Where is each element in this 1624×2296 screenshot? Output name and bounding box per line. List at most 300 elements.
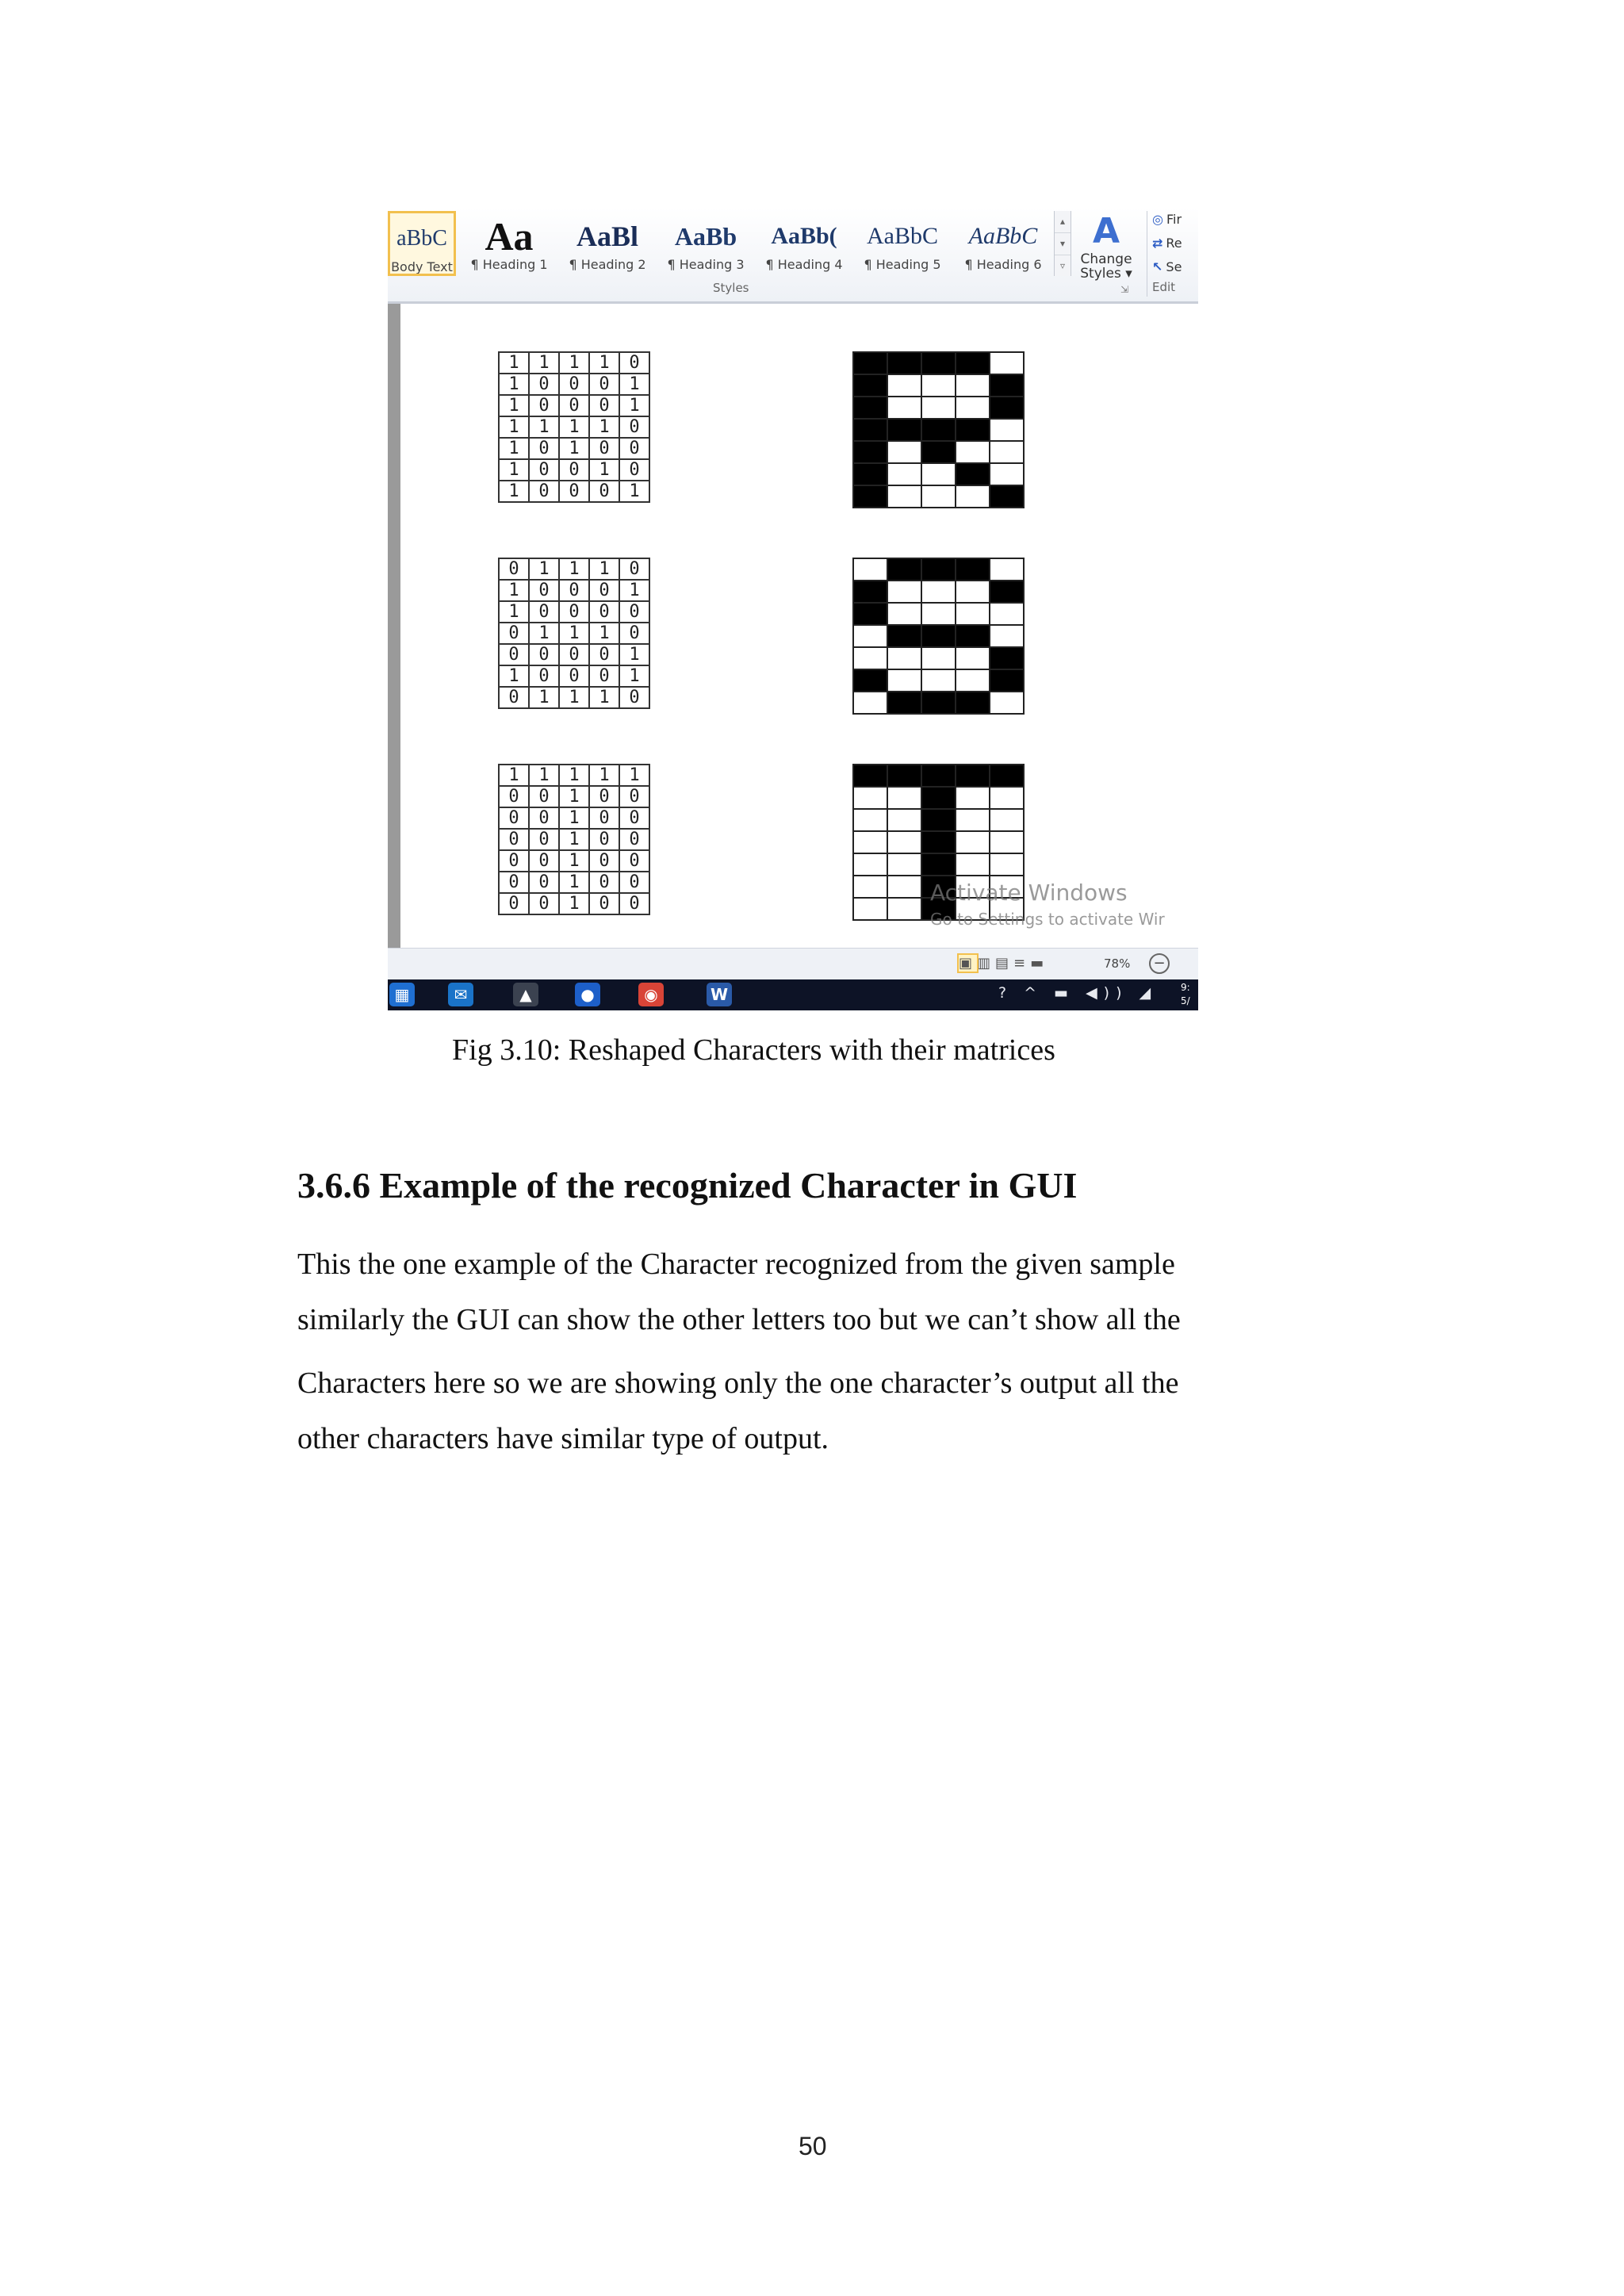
bitmap-cell-empty <box>921 463 956 485</box>
view-buttons <box>959 955 1048 972</box>
editing-group <box>1152 208 1198 301</box>
bitmap-cell-empty <box>887 397 921 419</box>
style-heading-6[interactable] <box>954 211 1052 276</box>
gallery-more-icon[interactable]: ▿ <box>1059 260 1066 271</box>
matrix-cell: 0 <box>619 438 649 459</box>
style-sample: AaBb <box>674 222 737 251</box>
bitmap-row <box>853 485 1024 508</box>
matrix-row <box>499 872 649 893</box>
style-name: ¶ Heading 3 <box>667 257 745 272</box>
matrix-cell: 0 <box>499 807 529 829</box>
bitmap-cell-filled <box>887 692 921 714</box>
document-canvas[interactable] <box>388 304 1198 948</box>
bitmap-cell-filled <box>990 374 1024 397</box>
style-heading-1[interactable] <box>462 211 556 276</box>
bitmap-cell-empty <box>921 603 956 625</box>
matrix-cell: 1 <box>589 623 619 644</box>
bitmap-cell-empty <box>853 853 887 876</box>
bitmap-row <box>853 419 1024 441</box>
activate-windows-hint: Go to Settings to activate Wir <box>930 910 1165 929</box>
matrix-cell: 1 <box>559 786 589 807</box>
matrix-cell: 0 <box>529 644 559 665</box>
windows-taskbar <box>388 979 1198 1010</box>
matrix-cell: 1 <box>589 459 619 481</box>
matrix-cell: 0 <box>529 438 559 459</box>
bitmap-cell-filled <box>887 352 921 374</box>
bitmap-cell-empty <box>921 374 956 397</box>
matrix-cell: 0 <box>619 558 649 580</box>
matrix-cell: 0 <box>589 580 619 601</box>
matrix-row <box>499 786 649 807</box>
bitmap-cell-filled <box>921 853 956 876</box>
bitmap-cell-filled <box>853 485 887 508</box>
matrix-cell: 0 <box>619 786 649 807</box>
matrix-row <box>499 687 649 708</box>
matrix-cell: 0 <box>529 872 559 893</box>
bitmap-cell-empty <box>990 831 1024 853</box>
draft-icon[interactable]: ▬ <box>1030 955 1049 972</box>
style-name: ¶ Heading 6 <box>964 257 1042 272</box>
matrix-cell: 1 <box>499 580 529 601</box>
matrix-cell: 1 <box>559 687 589 708</box>
matrix-cell: 0 <box>589 786 619 807</box>
matrix-cell: 0 <box>529 807 559 829</box>
bitmap-row <box>853 669 1024 692</box>
bitmap-cell-empty <box>887 809 921 831</box>
matrix-cell: 0 <box>529 829 559 850</box>
matrix-cell: 1 <box>559 850 589 872</box>
bitmap-cell-filled <box>990 397 1024 419</box>
matrix-cell: 0 <box>619 623 649 644</box>
matrix-cell: 0 <box>619 352 649 374</box>
matrix-cell: 0 <box>499 687 529 708</box>
matrix-table-t <box>498 764 650 915</box>
bitmap-cell-empty <box>853 625 887 647</box>
matrix-row <box>499 481 649 502</box>
style-heading-5[interactable] <box>856 211 949 276</box>
bitmap-cell-empty <box>887 463 921 485</box>
style-heading-3[interactable] <box>659 211 753 276</box>
matrix-cell: 0 <box>529 786 559 807</box>
matrix-cell: 1 <box>619 580 649 601</box>
chrome-icon[interactable]: ◉ <box>638 983 664 1006</box>
change-styles-button[interactable] <box>1074 211 1138 281</box>
bitmap-cell-empty <box>853 558 887 581</box>
matrix-cell: 0 <box>619 893 649 914</box>
bitmap-cell-filled <box>853 463 887 485</box>
select-button[interactable] <box>1152 255 1198 279</box>
matrix-cell: 0 <box>589 601 619 623</box>
matrix-cell: 0 <box>529 850 559 872</box>
bitmap-cell-empty <box>990 853 1024 876</box>
section-heading: 3.6.6 Example of the recognized Character in GUI <box>297 1165 1078 1205</box>
bitmap-cell-filled <box>956 625 990 647</box>
bitmap-cell-filled <box>990 765 1024 787</box>
find-label: Fir <box>1166 212 1182 227</box>
matrix-cell: 1 <box>499 765 529 786</box>
bitmap-cell-filled <box>853 603 887 625</box>
matrix-cell: 0 <box>559 665 589 687</box>
style-name: ¶ Heading 1 <box>470 257 548 272</box>
matrix-cell: 1 <box>559 765 589 786</box>
matrix-cell: 0 <box>589 665 619 687</box>
paragraph-line: other characters have similar type of output. <box>297 1422 829 1455</box>
matrix-cell: 0 <box>589 395 619 416</box>
select-label: Se <box>1166 259 1182 274</box>
bitmap-cell-filled <box>921 765 956 787</box>
bitmap-cell-empty <box>956 581 990 603</box>
bitmap-cell-filled <box>887 765 921 787</box>
matrix-cell: 1 <box>589 558 619 580</box>
matrix-cell: 0 <box>589 893 619 914</box>
matrix-cell: 0 <box>499 786 529 807</box>
zoom-out-button[interactable]: − <box>1149 953 1170 974</box>
matrix-cell: 1 <box>529 623 559 644</box>
bitmap-cell-empty <box>887 441 921 463</box>
bitmap-cell-filled <box>853 669 887 692</box>
bitmap-cell-filled <box>956 419 990 441</box>
scroll-down-icon[interactable]: ▾ <box>1055 233 1071 255</box>
bitmap-cell-filled <box>990 581 1024 603</box>
bitmap-cell-filled <box>853 374 887 397</box>
matrix-cell: 1 <box>619 644 649 665</box>
bitmap-cell-empty <box>887 787 921 809</box>
document-left-margin <box>388 304 400 948</box>
bitmap-grid-r <box>852 351 1025 508</box>
bitmap-cell-filled <box>853 419 887 441</box>
bitmap-cell-empty <box>921 397 956 419</box>
paragraph-line: Characters here so we are showing only the one character’s output all the <box>297 1366 1179 1400</box>
bitmap-cell-empty <box>853 647 887 669</box>
matrix-row <box>499 395 649 416</box>
bitmap-cell-filled <box>956 352 990 374</box>
styles-group-label: Styles <box>713 281 749 295</box>
change-styles-label: Styles ▾ <box>1080 266 1132 282</box>
bitmap-row <box>853 647 1024 669</box>
dialog-launcher-icon[interactable]: ⇲ <box>1120 284 1129 295</box>
bitmap-cell-empty <box>990 787 1024 809</box>
bitmap-cell-empty <box>921 581 956 603</box>
matrix-cell: 0 <box>559 644 589 665</box>
matrix-row <box>499 893 649 914</box>
bitmap-cell-empty <box>990 441 1024 463</box>
clock-time: 9: <box>1181 982 1190 993</box>
zoom-level[interactable]: 78% <box>1104 956 1131 971</box>
matrix-cell: 1 <box>619 481 649 502</box>
replace-label: Re <box>1166 236 1182 251</box>
bitmap-cell-filled <box>921 692 956 714</box>
style-heading-4[interactable] <box>757 211 851 276</box>
bitmap-row <box>853 463 1024 485</box>
matrix-cell: 0 <box>499 893 529 914</box>
matrix-row <box>499 416 649 438</box>
cursor-icon: ↖ <box>1152 259 1163 274</box>
matrix-cell: 0 <box>499 644 529 665</box>
bitmap-row <box>853 352 1024 374</box>
bitmap-cell-empty <box>853 898 887 920</box>
matrix-cell: 1 <box>559 416 589 438</box>
matrix-cell: 1 <box>559 352 589 374</box>
matrix-cell: 0 <box>619 459 649 481</box>
bitmap-cell-filled <box>887 419 921 441</box>
web-layout-icon[interactable]: ▤ <box>995 955 1014 972</box>
bitmap-cell-empty <box>887 647 921 669</box>
matrix-row <box>499 558 649 580</box>
matrix-cell: 1 <box>559 807 589 829</box>
matrix-row <box>499 438 649 459</box>
system-tray[interactable]: ? ^ ▬ ◀)) ◢ <box>998 984 1158 1002</box>
bitmap-row <box>853 853 1024 876</box>
matrix-cell: 0 <box>529 665 559 687</box>
matrix-row <box>499 580 649 601</box>
matrix-cell: 0 <box>589 644 619 665</box>
matrix-cell: 0 <box>589 807 619 829</box>
bitmap-cell-empty <box>956 809 990 831</box>
style-name: ¶ Heading 5 <box>864 257 941 272</box>
replace-icon: ⇄ <box>1152 236 1163 251</box>
bitmap-row <box>853 603 1024 625</box>
bitmap-cell-empty <box>921 647 956 669</box>
binoculars-icon: ◎ <box>1152 212 1163 227</box>
store-icon[interactable]: ▦ <box>389 983 415 1006</box>
styles-gallery-scroll[interactable] <box>1054 211 1071 276</box>
change-styles-icon: A <box>1092 211 1120 251</box>
style-body-text[interactable] <box>388 211 456 276</box>
matrix-cell: 0 <box>589 829 619 850</box>
matrix-table-r <box>498 351 650 503</box>
matrix-cell: 0 <box>529 893 559 914</box>
bitmap-row <box>853 397 1024 419</box>
matrix-cell: 0 <box>559 374 589 395</box>
matrix-cell: 1 <box>529 765 559 786</box>
matrix-cell: 1 <box>499 665 529 687</box>
bitmap-cell-filled <box>853 765 887 787</box>
bitmap-cell-filled <box>921 558 956 581</box>
style-sample: AaBbC <box>867 223 938 249</box>
matrix-cell: 0 <box>589 374 619 395</box>
bitmap-cell-empty <box>990 463 1024 485</box>
bitmap-cell-empty <box>887 374 921 397</box>
bitmap-cell-filled <box>853 352 887 374</box>
matrix-row <box>499 601 649 623</box>
matrix-cell: 0 <box>529 481 559 502</box>
ribbon <box>388 208 1198 304</box>
bitmap-cell-filled <box>921 787 956 809</box>
outline-icon[interactable]: ≡ <box>1013 955 1031 972</box>
style-name: ¶ Heading 4 <box>765 257 843 272</box>
matrix-row <box>499 850 649 872</box>
find-button[interactable] <box>1152 208 1198 232</box>
bitmap-cell-empty <box>956 669 990 692</box>
bitmap-cell-empty <box>990 558 1024 581</box>
bitmap-cell-filled <box>887 558 921 581</box>
matrix-row <box>499 623 649 644</box>
matrix-cell: 0 <box>529 580 559 601</box>
matrix-row <box>499 352 649 374</box>
style-name: ¶ Heading 2 <box>569 257 646 272</box>
bitmap-cell-filled <box>990 485 1024 508</box>
matrix-cell: 1 <box>559 829 589 850</box>
matrix-cell: 0 <box>589 872 619 893</box>
matrix-cell: 0 <box>499 872 529 893</box>
bitmap-row <box>853 581 1024 603</box>
scroll-up-icon[interactable]: ▴ <box>1055 211 1071 233</box>
matrix-row <box>499 665 649 687</box>
matrix-cell: 0 <box>619 850 649 872</box>
matrix-row <box>499 459 649 481</box>
bitmap-cell-empty <box>990 352 1024 374</box>
style-name: Body Text <box>391 259 453 274</box>
matrix-cell: 0 <box>499 623 529 644</box>
bitmap-row <box>853 374 1024 397</box>
matrix-cell: 0 <box>589 438 619 459</box>
bitmap-cell-empty <box>887 853 921 876</box>
matrix-cell: 0 <box>559 601 589 623</box>
style-sample: AaBbC <box>968 223 1038 249</box>
matrix-table-s <box>498 558 650 709</box>
bitmap-cell-filled <box>956 558 990 581</box>
bitmap-cell-filled <box>921 809 956 831</box>
bitmap-cell-empty <box>887 603 921 625</box>
bitmap-cell-empty <box>887 898 921 920</box>
matrix-cell: 0 <box>619 807 649 829</box>
bitmap-cell-filled <box>921 441 956 463</box>
matrix-cell: 0 <box>619 829 649 850</box>
bitmap-cell-empty <box>921 485 956 508</box>
matrix-row <box>499 765 649 786</box>
matrix-cell: 1 <box>499 438 529 459</box>
bitmap-cell-empty <box>990 603 1024 625</box>
style-sample: Aa <box>485 214 534 259</box>
bitmap-cell-empty <box>887 581 921 603</box>
bitmap-cell-empty <box>887 876 921 898</box>
bitmap-cell-empty <box>853 809 887 831</box>
matrix-row <box>499 374 649 395</box>
replace-button[interactable] <box>1152 232 1198 255</box>
bitmap-row <box>853 441 1024 463</box>
bitmap-cell-filled <box>990 647 1024 669</box>
matrix-cell: 1 <box>559 438 589 459</box>
matrix-cell: 1 <box>619 395 649 416</box>
matrix-cell: 1 <box>589 352 619 374</box>
bitmap-cell-empty <box>956 485 990 508</box>
style-sample: aBbC <box>396 226 447 251</box>
matrix-cell: 0 <box>619 872 649 893</box>
matrix-cell: 0 <box>529 395 559 416</box>
bitmap-cell-filled <box>990 669 1024 692</box>
bitmap-cell-empty <box>853 876 887 898</box>
bitmap-cell-empty <box>990 692 1024 714</box>
matrix-cell: 0 <box>499 829 529 850</box>
paragraph-line: similarly the GUI can show the other letters too but we can’t show all the <box>297 1303 1181 1336</box>
style-heading-2[interactable] <box>561 211 654 276</box>
bitmap-cell-filled <box>921 419 956 441</box>
bitmap-cell-filled <box>956 463 990 485</box>
matrix-cell: 0 <box>589 850 619 872</box>
bitmap-cell-filled <box>887 625 921 647</box>
matrix-cell: 0 <box>619 601 649 623</box>
bitmap-cell-empty <box>990 809 1024 831</box>
matrix-cell: 0 <box>619 687 649 708</box>
matrix-row <box>499 807 649 829</box>
bitmap-cell-empty <box>921 669 956 692</box>
full-screen-icon[interactable]: ▥ <box>977 955 996 972</box>
bitmap-row <box>853 787 1024 809</box>
bitmap-cell-empty <box>853 692 887 714</box>
bitmap-cell-empty <box>990 419 1024 441</box>
bitmap-cell-empty <box>956 853 990 876</box>
bitmap-cell-empty <box>887 669 921 692</box>
word-screenshot-figure <box>388 208 1198 1010</box>
bitmap-cell-empty <box>956 441 990 463</box>
matrix-cell: 1 <box>559 623 589 644</box>
matrix-cell: 1 <box>499 374 529 395</box>
bitmap-cell-empty <box>956 831 990 853</box>
change-styles-label: Change <box>1080 251 1132 267</box>
activate-windows-watermark: Activate Windows <box>930 880 1128 906</box>
matrix-cell: 1 <box>499 459 529 481</box>
matrix-cell: 1 <box>529 558 559 580</box>
matrix-row <box>499 829 649 850</box>
bitmap-cell-empty <box>990 625 1024 647</box>
bitmap-cell-empty <box>853 831 887 853</box>
bitmap-cell-filled <box>853 441 887 463</box>
browser-icon[interactable]: ● <box>575 983 600 1006</box>
matrix-cell: 1 <box>619 765 649 786</box>
paragraph-line: This the one example of the Character recognized from the given sample <box>297 1248 1175 1281</box>
matrix-cell: 1 <box>499 416 529 438</box>
clock[interactable] <box>1181 981 1190 1008</box>
matrix-cell: 0 <box>559 395 589 416</box>
style-sample: AaBl <box>576 220 638 252</box>
figure-caption: Fig 3.10: Reshaped Characters with their matrices <box>452 1033 1055 1067</box>
matrix-cell: 1 <box>589 687 619 708</box>
matrix-cell: 1 <box>589 765 619 786</box>
matrix-cell: 0 <box>559 481 589 502</box>
bitmap-cell-filled <box>956 765 990 787</box>
matrix-cell: 0 <box>529 374 559 395</box>
matrix-cell: 1 <box>499 395 529 416</box>
style-sample: AaBb( <box>771 223 837 249</box>
bitmap-cell-empty <box>956 397 990 419</box>
matrix-cell: 1 <box>529 352 559 374</box>
print-layout-icon[interactable]: ▣ <box>959 955 978 972</box>
matrix-cell: 0 <box>619 416 649 438</box>
matrix-cell: 1 <box>499 481 529 502</box>
mail-icon[interactable]: ✉ <box>448 983 473 1006</box>
matrix-cell: 1 <box>619 665 649 687</box>
matrix-cell: 0 <box>589 481 619 502</box>
clock-date: 5/ <box>1181 995 1190 1006</box>
bitmap-cell-filled <box>853 581 887 603</box>
bitmap-cell-empty <box>853 787 887 809</box>
matrix-cell: 1 <box>619 374 649 395</box>
bitmap-row <box>853 809 1024 831</box>
bitmap-row <box>853 692 1024 714</box>
bitmap-row <box>853 765 1024 787</box>
matrix-cell: 1 <box>499 601 529 623</box>
matrix-cell: 1 <box>529 416 559 438</box>
bitmap-cell-filled <box>921 625 956 647</box>
matrix-cell: 1 <box>589 416 619 438</box>
word-icon[interactable]: W <box>707 983 732 1006</box>
matrix-cell: 0 <box>559 580 589 601</box>
edit-group-label: Edit <box>1152 280 1176 294</box>
bitmap-cell-empty <box>956 647 990 669</box>
bitmap-cell-empty <box>887 831 921 853</box>
photos-icon[interactable]: ▲ <box>513 983 538 1006</box>
bitmap-row <box>853 831 1024 853</box>
